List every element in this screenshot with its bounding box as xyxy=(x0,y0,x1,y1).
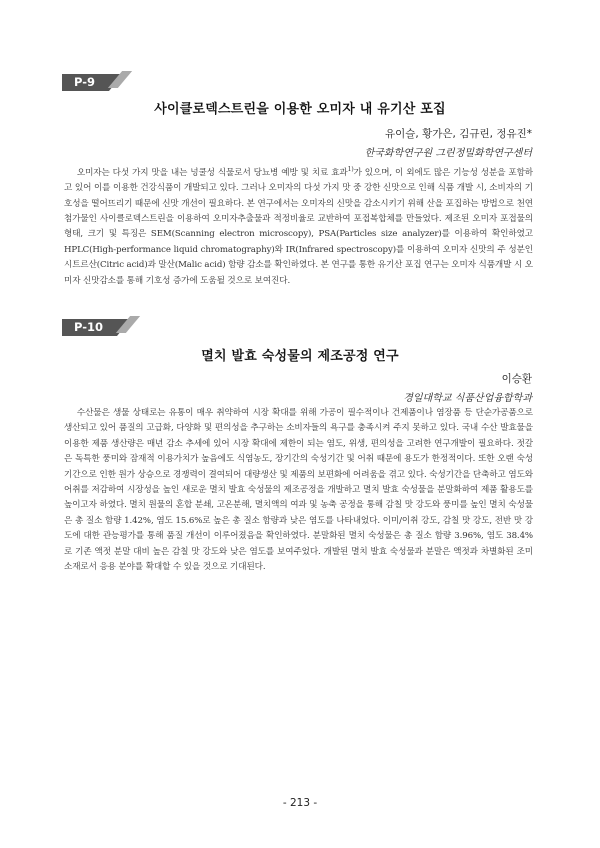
section-title-p9: 사이클로덱스트린을 이용한 오미자 내 유기산 포집 xyxy=(154,102,446,117)
badge-label: P-9 xyxy=(62,74,123,91)
authors-p10: 이승환 xyxy=(501,373,532,385)
affiliation-p10: 경일대학교 식품산업융합학과 xyxy=(403,393,532,404)
footnote-ref: 1) xyxy=(347,166,354,173)
abstract-p9: 오미자는 다섯 가지 맛을 내는 넝쿨성 식물로서 당뇨병 예방 및 치료 효과$^{1)}$가 있으며, 이 외에도 많은 기능성 성분을 포함하고 있어 이를 이용한 건강식품이 개발되고 있다. 그러나 오미자의 다섯 가지 맛 중 강한 신맛으로 인해 식품 개발 시, 소비자의 기호성을 떨어뜨리기 때문에 신맛 개선이 필요하다. 본 연구에서는 오미자의 신맛을 감소시키기 위해 산을 포집하는 방법으로 천연첨가물인 사이클로덱스트린을 이용하여 오미자추출물과 적정비율로 교반하여 포접복합체를 만들었다. 제조된 오미자 포접물의 형태, 크기 및 특징은 SEM(Scanning electron microscopy), PSA(Particles size analyzer)를 이용하여 확인하였고 HPLC(High-performance liquid chromatography)와 IR(Infrared spectroscopy)를 이용하여 오미자 신맛의 주 성분인 시트르산(Citric acid)과 말산(Malic acid) 함량 감소를 확인하였다. 본 연구를 통한 유기산 포집 연구는 오미자 식품개발 시 오미자 신맛감소를 통해 기호성 증가에 도움될 것으로 보여진다. xyxy=(64,166,534,286)
page-number: - 213 - xyxy=(282,797,318,809)
badge-p10 xyxy=(62,316,131,333)
abstract-p10: 수산물은 생물 상태로는 유통이 매우 취약하여 시장 확대를 위해 가공이 필수적이나 건제품이나 염장품 등 단순가공품으로 생산되고 있어 품질의 고급화, 다양화 및 편의성을 추구하는 소비자들의 욕구를 충족시켜 주지 못하고 있다. 국내 수산 발효물을 이용한 제품 생산량은 매년 감소 추세에 있어 시장 확대에 제한이 되는 염도, 위생, 편의성을 고려한 연구개발이 필요하다. 젓갈은 독특한 풍미와 잠재적 이용가치가 높음에도 식염농도, 장기간의 숙성기간 및 어취 때문에 용도가 한정적이다. 또한 오랜 숙성기간으로 인한 원가 상승으로 경쟁력이 결여되어 대량생산 및 제품의 보편화에 어려움을 겪고 있다. 숙성기간을 단축하고 염도와 어취를 저감하여 시장성을 높인 새로운 멸치 발효 숙성물의 제조공정을 개발하고 멸치 발효 숙성물을 분말화하여 제품 활용도를 높이고자 하였다. 멸치 원물의 혼합 분쇄, 고온분해, 멸치액의 여과 및 농축 공정을 통해 감칠 맛 강도와 풍미를 높인 멸치 숙성물은 총 질소 함량 1.42%, 염도 15.6%로 높은 총 질소 함량과 낮은 염도를 나타내었다. 이미/이취 강도, 감칠 맛 강도, 전반 맛 강도에 대한 관능평가를 통해 품질 개선이 이루어졌음을 확인하였다. 분말화된 멸치 숙성물은 총 질소 함량 3.96%, 염도 38.4%로 기존 액젓 분말 대비 높은 감칠 맛 강도와 낮은 염도를 보여주었다. 개발된 멸치 발효 숙성물과 분말은 액젓과 차별화된 조미소재로서 응용 분야를 확대할 수 있을 것으로 기대된다. xyxy=(64,408,533,573)
badge-label: P-10 xyxy=(62,319,131,336)
badge-p9 xyxy=(62,71,123,88)
authors-p9: 유이슬, 황가은, 김규린, 정유진* xyxy=(385,128,532,140)
affiliation-p9: 한국화학연구원 그린정밀화학연구센터 xyxy=(364,148,532,159)
section-title-p10: 멸치 발효 숙성물의 제조공정 연구 xyxy=(201,349,399,364)
